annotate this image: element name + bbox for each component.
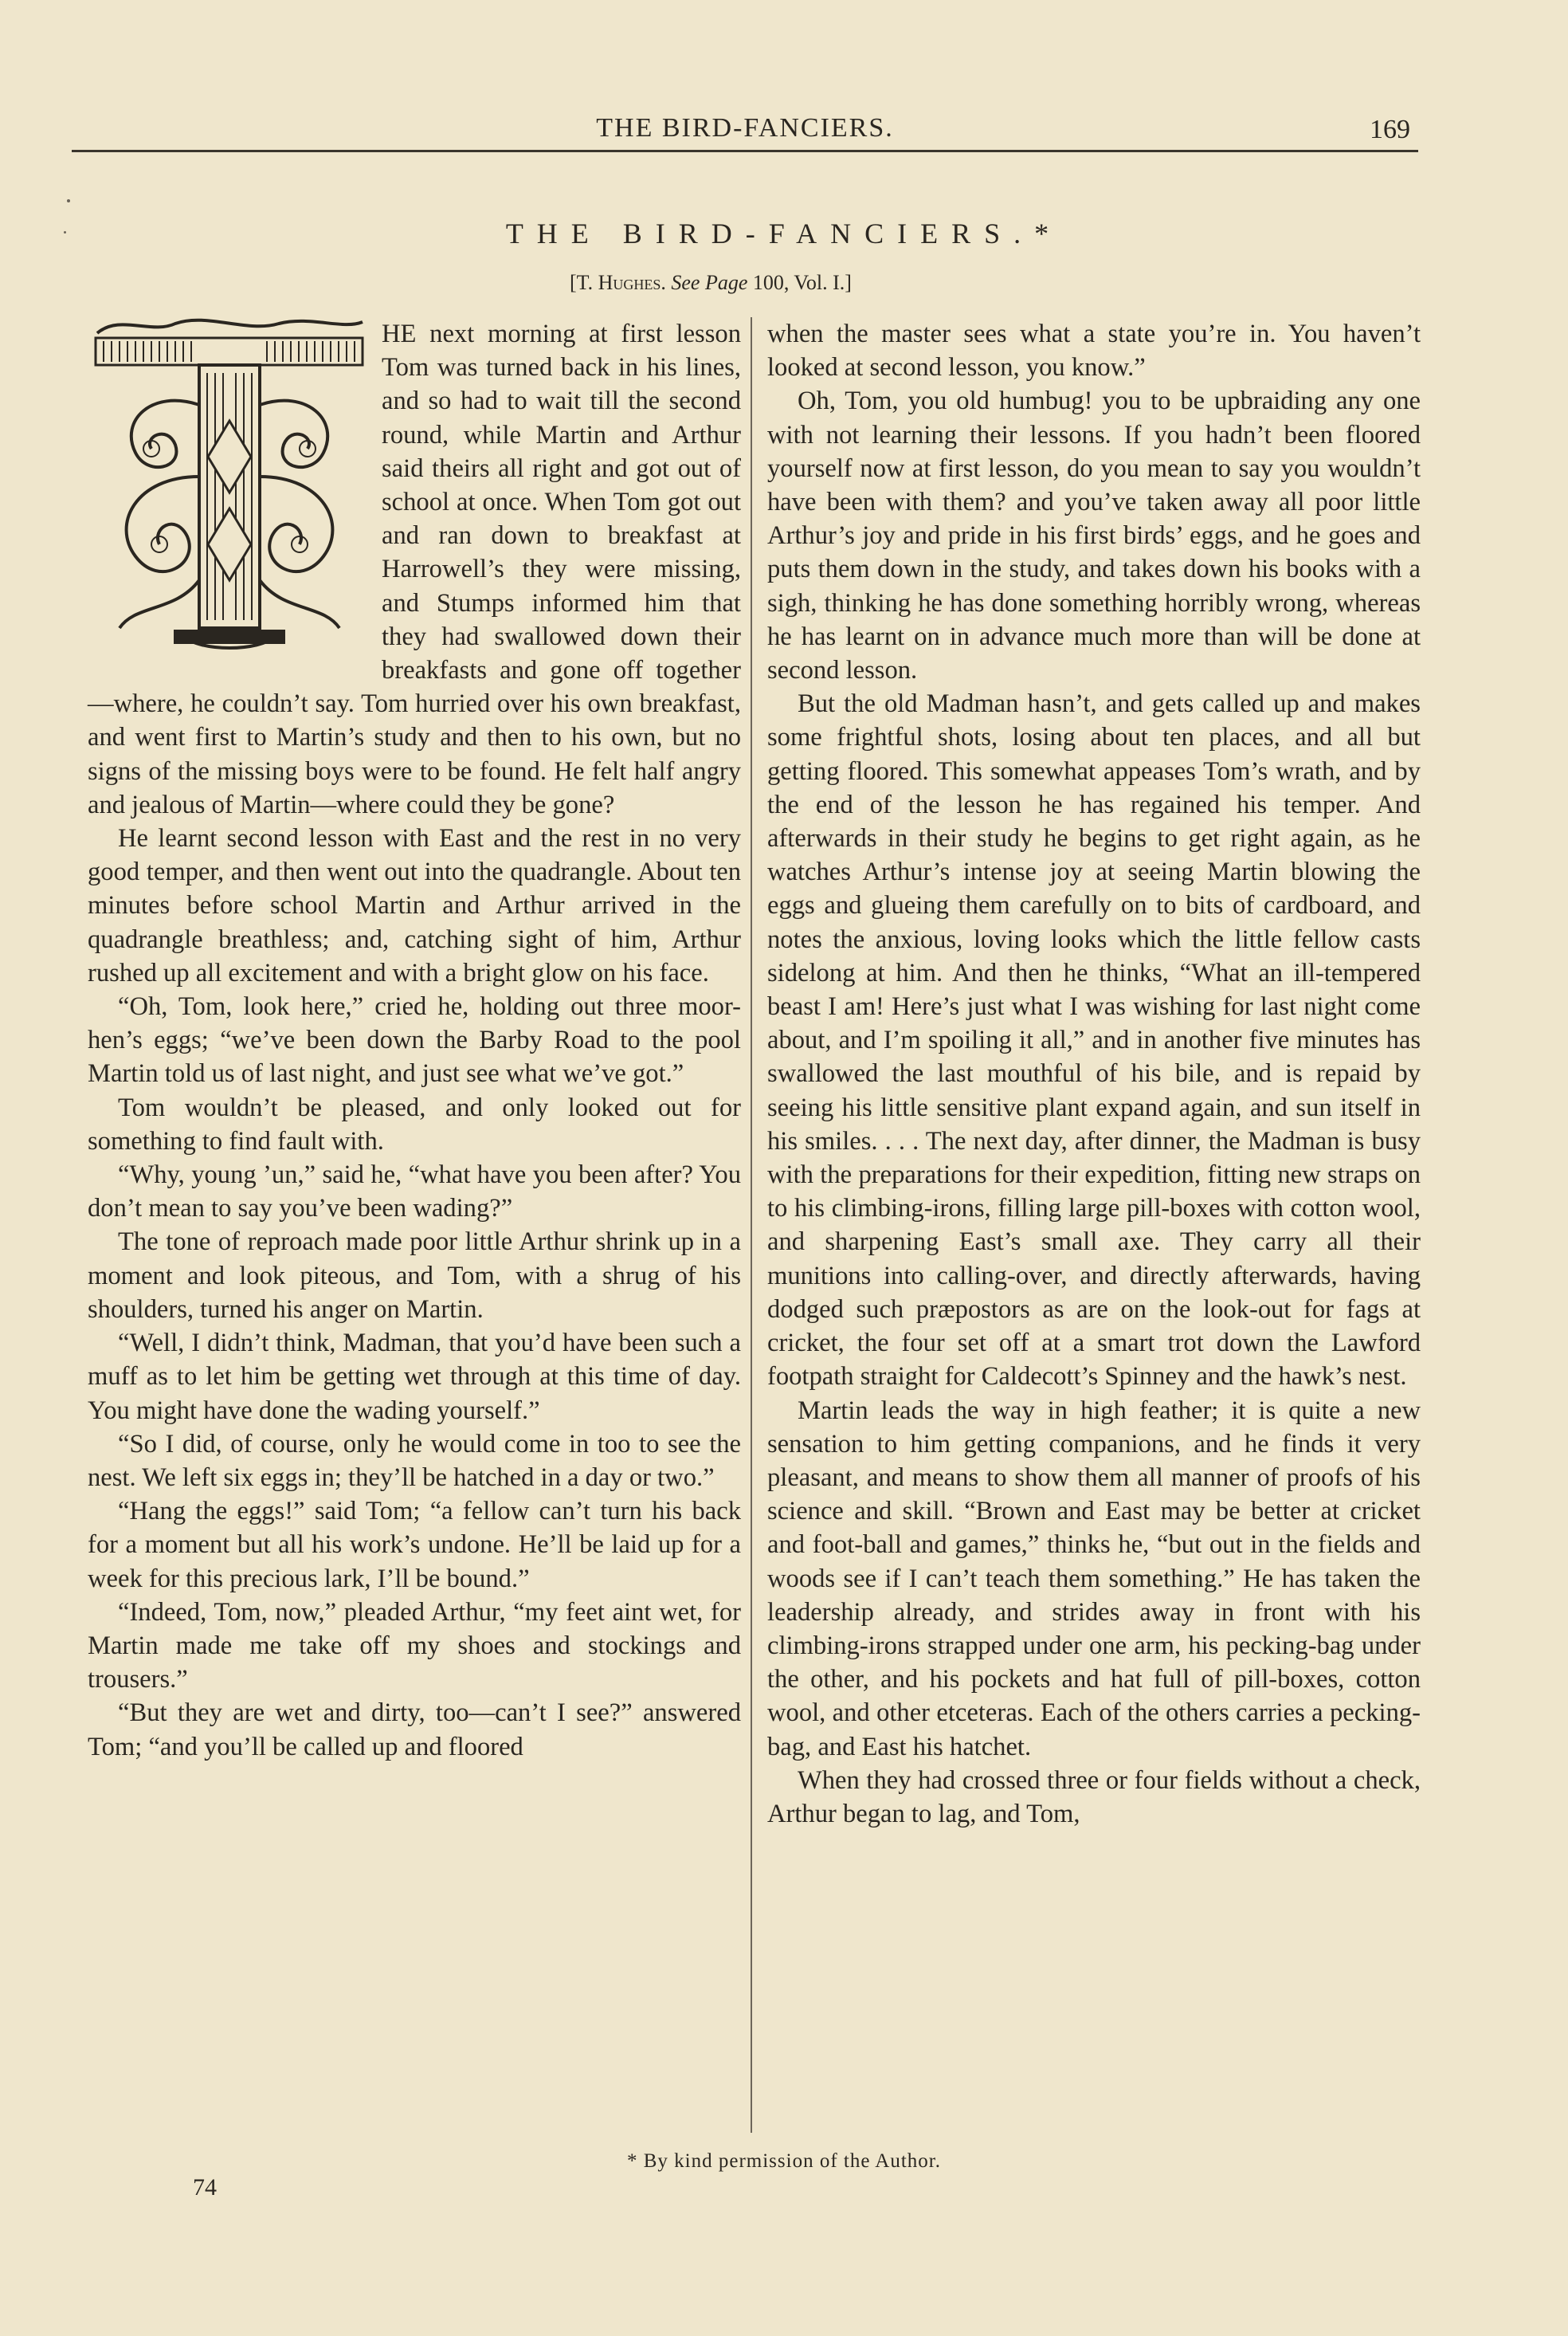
- left-column: [88, 317, 741, 1764]
- attribution: [570, 271, 852, 295]
- attribution-ref: 100, Vol. I.]: [752, 271, 852, 294]
- paragraph: “Hang the eggs!” said Tom; “a fellow can’t turn his back for a moment but all his work’s undone. He’ll be laid up for a week for this precious lark, I’ll be bound.”: [88, 1497, 741, 1593]
- decorated-initial: [88, 317, 370, 668]
- paragraph: “Indeed, Tom, now,” pleaded Arthur, “my feet aint wet, for Martin made me take off my shoes and stockings and trousers.”: [88, 1597, 741, 1694]
- paragraph: When they had crossed three or four fields without a check, Arthur began to lag, and Tom,: [767, 1765, 1421, 1828]
- paragraph: “So I did, of course, only he would come in too to see the nest. We left six eggs in; they’ll be hatched in a day or two.”: [88, 1429, 741, 1492]
- paragraph: He learnt second lesson with East and the rest in no very good temper, and then went out into the quadrangle. About ten minutes before school Martin and Arthur arrived in the quadrangle breathless; and, catching sight of him, Arthur rushed up all excitement and with a bright glow on his face.: [88, 824, 741, 987]
- running-header: [72, 112, 1418, 152]
- paragraph: “But they are wet and dirty, too—can’t I see?” answered Tom; “and you’ll be called up and floored: [88, 1698, 741, 1761]
- paragraph: The tone of reproach made poor little Arthur shrink up in a moment and look piteous, and Tom, with a shrug of his shoulders, turned his anger on Martin.: [88, 1227, 741, 1324]
- paragraph: “Why, young ’un,” said he, “what have you been after? You don’t mean to say you’ve been wading?”: [88, 1160, 741, 1223]
- article-title: THE BIRD-FANCIERS.*: [505, 218, 1063, 249]
- paragraph: Oh, Tom, you old humbug! you to be upbraiding any one with not learning their lessons. If you hadn’t been floored yourself now at first lesson, do you mean to say you wouldn’t have been with them? and you’ve taken away all poor little Arthur’s joy and pride in his first birds’ eggs, and he goes and puts them down in the study, and takes down his books with a sigh, thinking he has done something horribly wrong, whereas he has learnt on in advance much more than will be done at second lesson.: [767, 387, 1421, 685]
- paragraph: Martin leads the way in high feather; it is quite a new sensation to him getting companions, and he finds it very pleasant, and means to show them all manner of proofs of his science and skill. “Brown and East may be better at cricket and foot-ball and games,” thinks he, “but out in the fields and woods see if I can’t teach them something.” He has taken the leadership already, and strides away in front with his climbing-irons strapped under one arm, his pecking-bag under the other, and his pockets and hat full of pill-boxes, cotton wool, and other etceteras. Each of the others carries a pecking-bag, and East his hatchet.: [767, 1396, 1421, 1761]
- page-number: 169: [1370, 115, 1410, 144]
- column-divider: [751, 317, 752, 2133]
- paragraph: “Oh, Tom, look here,” cried he, holding out three moor-hen’s eggs; “we’ve been down the Barby Road to the pool Martin told us of last night, and just see what we’ve got.”: [88, 992, 741, 1089]
- paragraph: when the master sees what a state you’re in. You haven’t looked at second lesson, you know.”: [767, 320, 1421, 383]
- signature-mark: 74: [193, 2174, 217, 2201]
- paper-speck: [67, 199, 70, 202]
- right-column: [767, 317, 1421, 1831]
- paragraph: Tom wouldn’t be pleased, and only looked out for something to find fault with.: [88, 1093, 741, 1156]
- attribution-author: [T. Hughes.: [570, 271, 666, 294]
- paragraph: HE next morning at first lesson Tom was turned back in his lines, and so had to wait till the second round, while Martin and Arthur said theirs all right and got out of school at once. When Tom got out and ran down to breakfast at Harrowell’s they were missing, and Stumps informed him that they had swallowed down their breakfasts and gone off together—where, he couldn’t say. Tom hurried over his own breakfast, and went first to Martin’s study and then to his own, but no signs of the missing boys were to be found. He felt half angry and jealous of Martin—where could they be gone?: [88, 320, 741, 819]
- footnote: * By kind permission of the Author.: [626, 2150, 942, 2172]
- attribution-ref-label: See Page: [671, 271, 748, 294]
- paragraph: But the old Madman hasn’t, and gets called up and makes some frightful shots, losing about ten places, and all but getting floored. This somewhat appeases Tom’s wrath, and by the end of the lesson he has regained his temper. And afterwards in their study he begins to get right again, as he watches Arthur’s intense joy at seeing Martin blowing the eggs and glueing them carefully on to bits of cardboard, and notes the anxious, loving looks which the little fellow casts sidelong at him. And then he thinks, “What an ill-tempered beast I am! Here’s just what I was wishing for last night come about, and I’m spoiling it all,” and in another five minutes has swallowed the last mouthful of his bile, and is repaid by seeing his little sensitive plant expand again, and sun itself in his smiles. . . . The next day, after dinner, the Madman is busy with the preparations for their expedition, fitting new straps on to his climbing-irons, filling large pill-boxes with cotton wool, and sharpening East’s small axe. They carry all their munitions into calling-over, and directly afterwards, having dodged such præpostors as are on the look-out for fags at cricket, the four set off at a smart trot down the Lawford footpath straight for Caldecott’s Spinney and the hawk’s nest.: [767, 689, 1421, 1392]
- running-title: THE BIRD-FANCIERS.: [596, 113, 894, 143]
- ornamental-initial-t-icon: [88, 317, 370, 668]
- paragraph: “Well, I didn’t think, Madman, that you’d have been such a muff as to let him be getting wet through at this time of day. You might have done the wading yourself.”: [88, 1329, 741, 1425]
